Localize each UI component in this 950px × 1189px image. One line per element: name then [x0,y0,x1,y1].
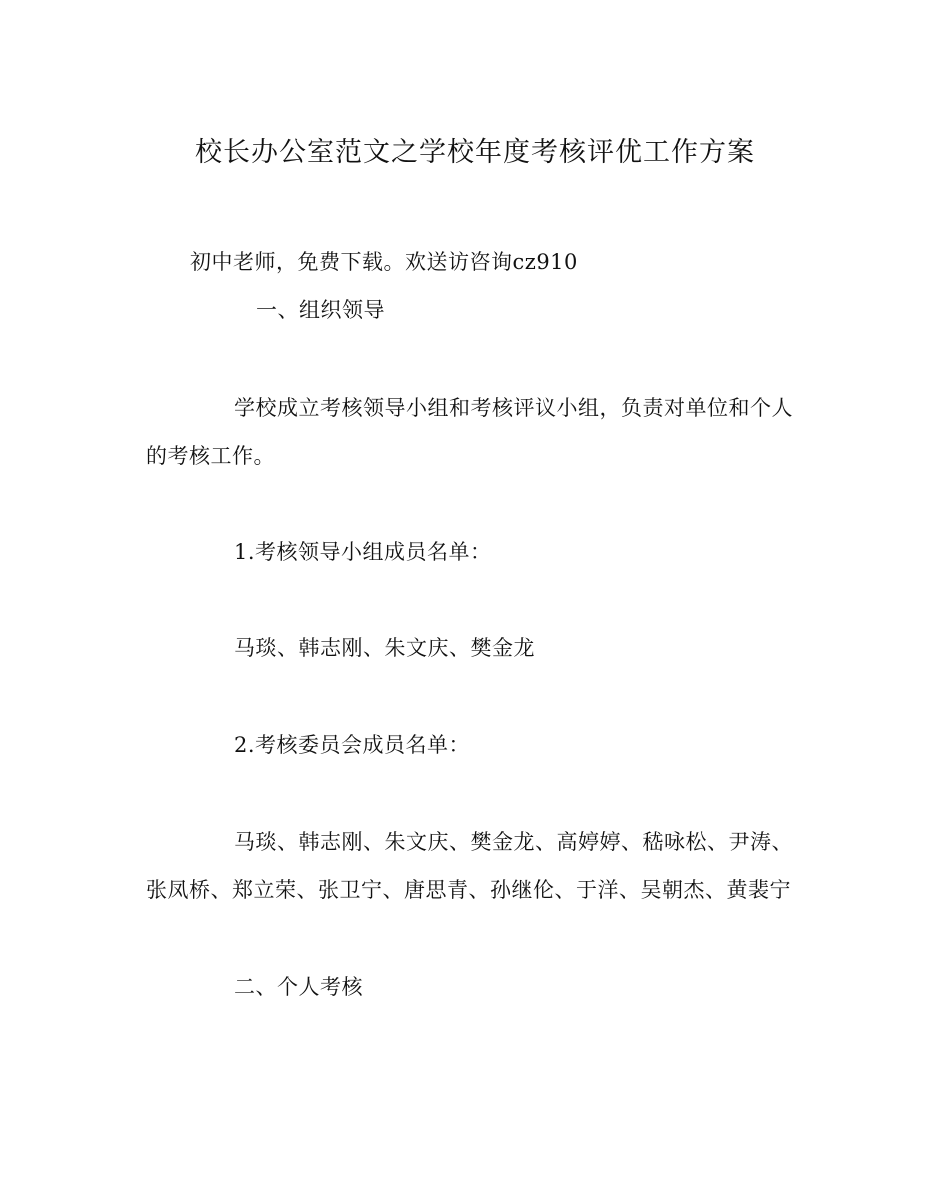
paragraph-line: 的考核工作。 [146,444,275,468]
document-title: 校长办公室范文之学校年度考核评优工作方案 [195,137,755,168]
list-heading-leadership-group: 1.考核领导小组成员名单： [234,540,492,564]
section-heading-individual-assessment: 二、个人考核 [234,975,363,999]
paragraph-line: 学校成立考核领导小组和考核评议小组，负责对单位和个人 [234,396,793,420]
leadership-member-list: 马琰、韩志刚、朱文庆、樊金龙 [234,636,535,660]
intro-line: 初中老师，免费下载。欢送访咨询cz910 [190,250,578,274]
committee-member-list: 张凤桥、郑立荣、张卫宁、唐思青、孙继伦、于洋、吴朝杰、黄裴宁 [146,878,791,902]
list-heading-committee: 2.考核委员会成员名单： [234,733,471,757]
committee-member-list: 马琰、韩志刚、朱文庆、樊金龙、高婷婷、嵇咏松、尹涛、 [234,830,793,854]
section-heading-organization: 一、组织领导 [256,298,385,322]
